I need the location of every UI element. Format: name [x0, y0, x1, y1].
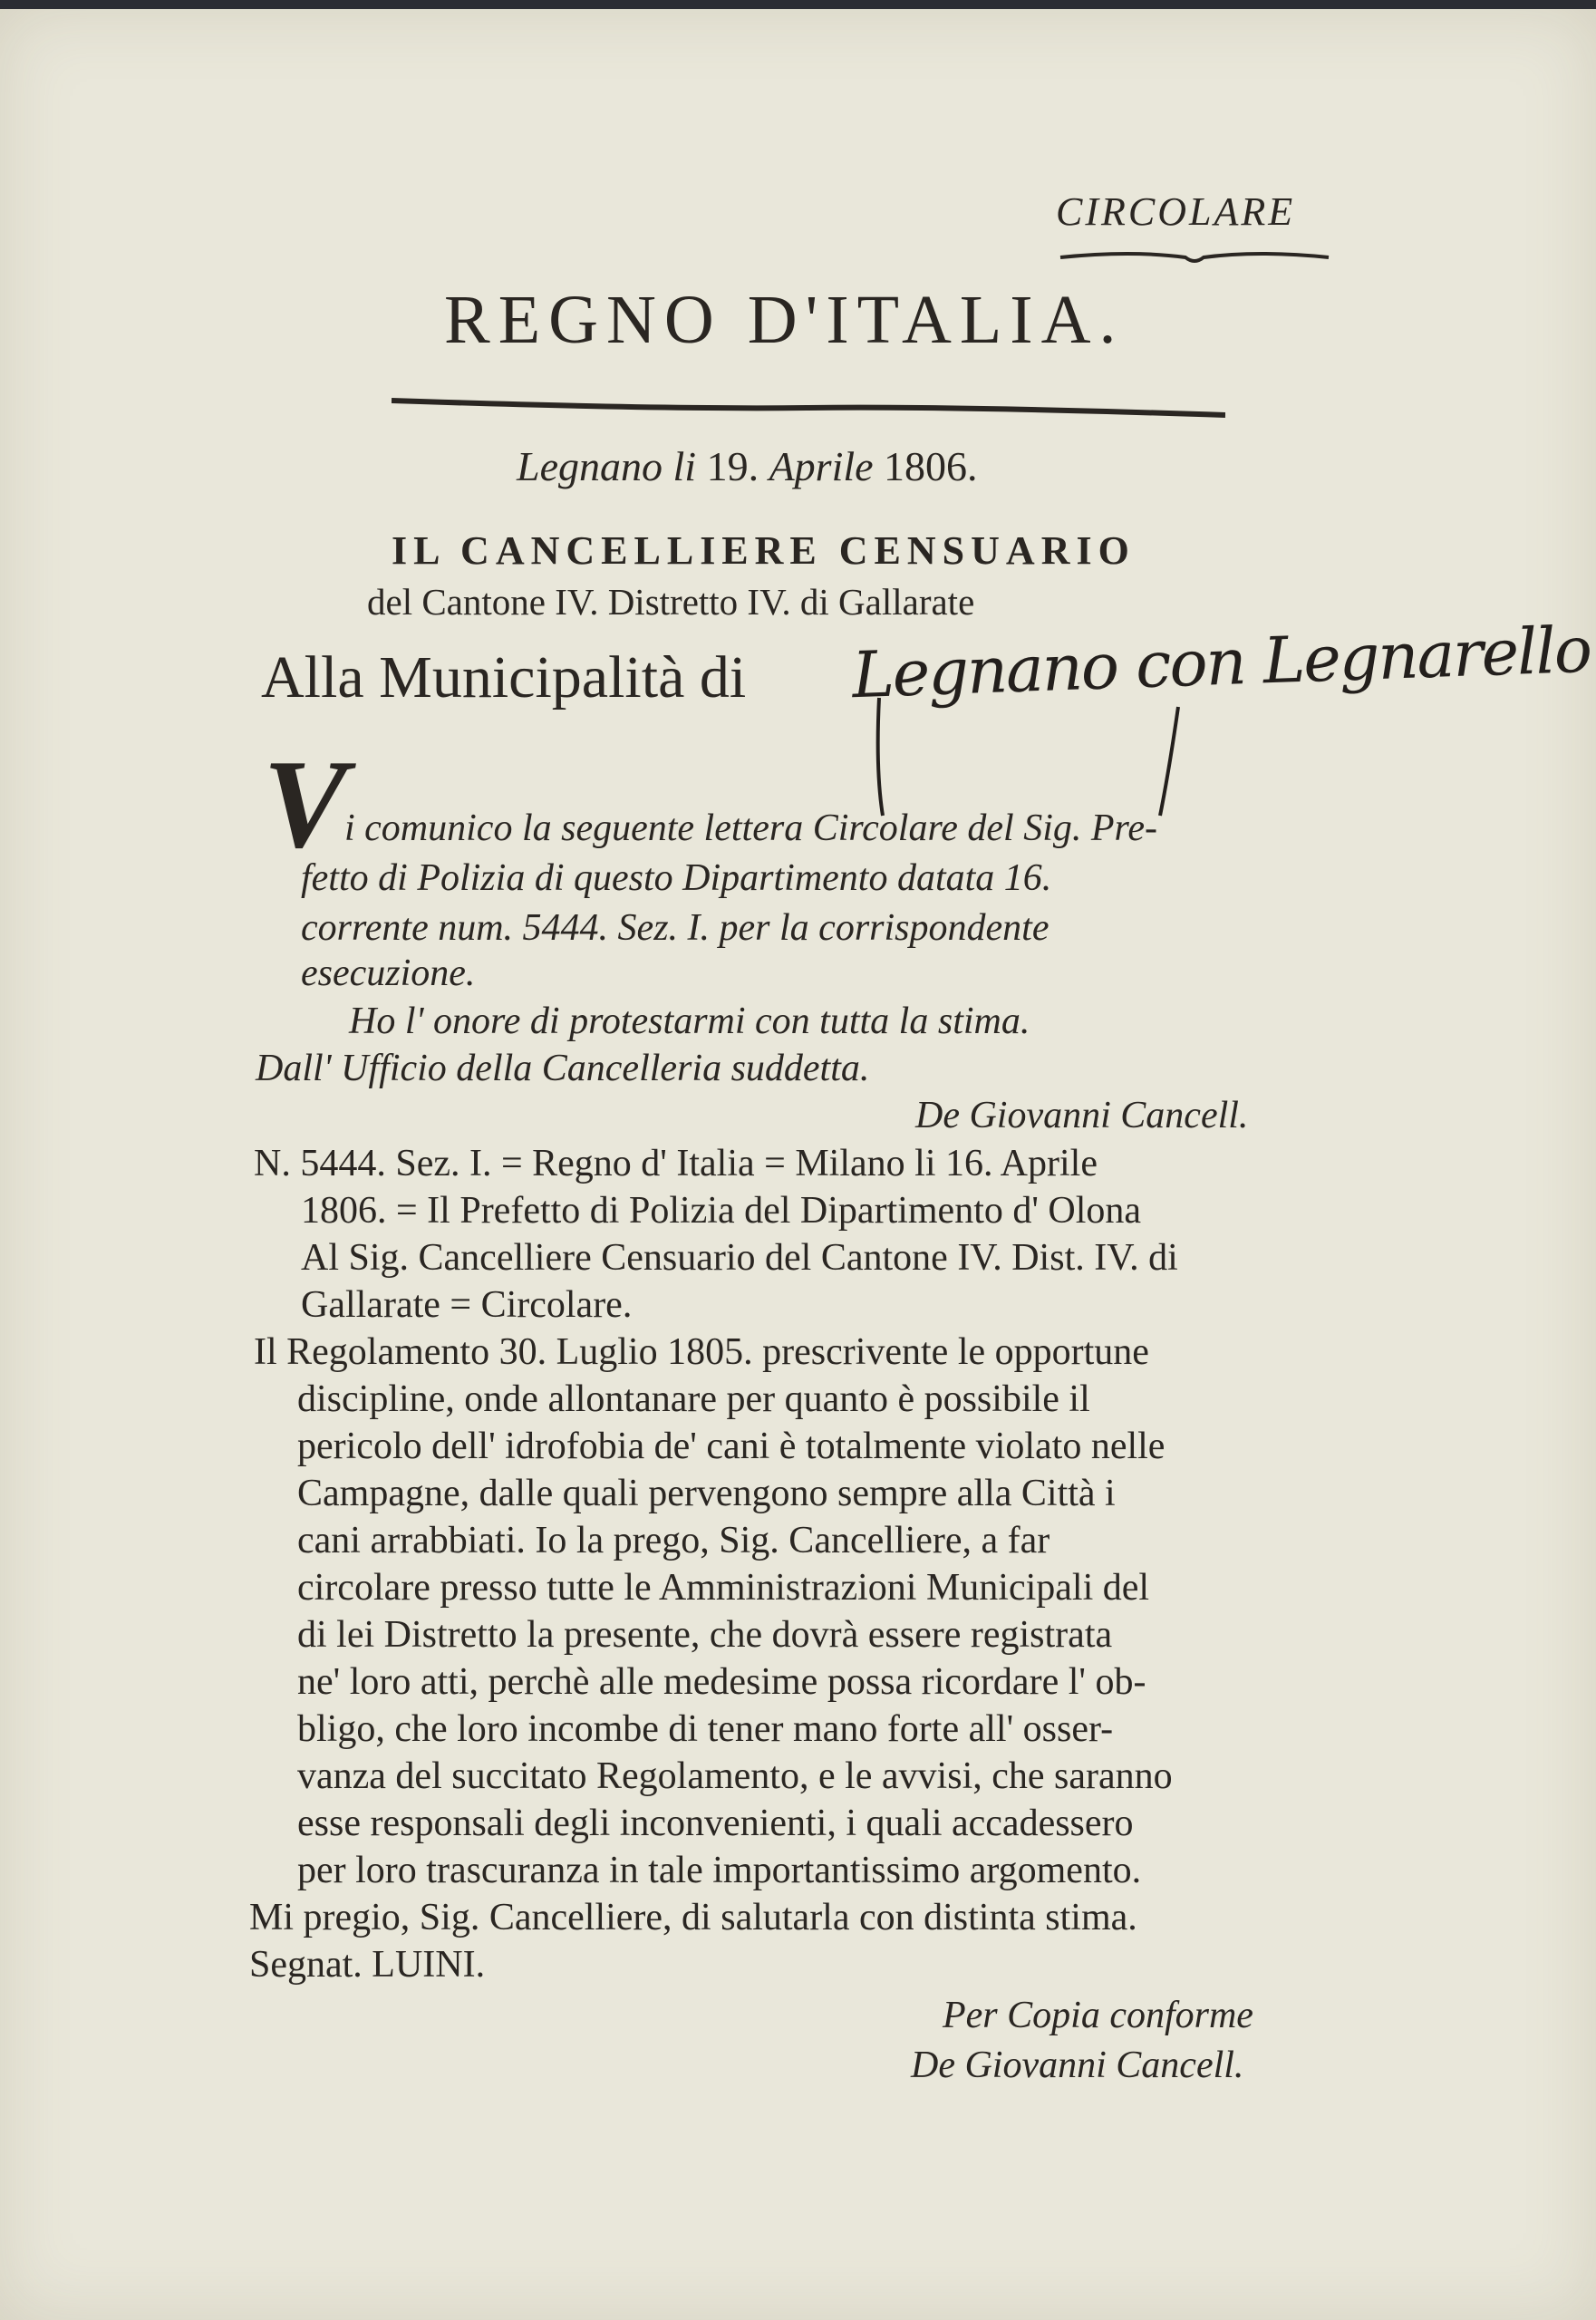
letter-line: i comunico la seguente lettera Circolare del Sig. Pre-: [344, 807, 1157, 849]
circular-line: vanza del succitato Regolamento, e le avvisi, che saranno: [297, 1755, 1173, 1797]
copy-certification: Per Copia conforme: [943, 1995, 1253, 2036]
circular-line: per loro trascuranza in tale importantissimo argomento.: [297, 1850, 1142, 1891]
drop-cap: V: [263, 734, 348, 875]
circular-line: N. 5444. Sez. I. = Regno d' Italia = Milano li 16. Aprile: [254, 1143, 1098, 1184]
letter-signature: De Giovanni Cancell.: [915, 1095, 1249, 1136]
dateline-day: 19.: [706, 443, 759, 489]
document-page: [0, 9, 1596, 2320]
dateline-year: 1806.: [884, 443, 978, 489]
circular-line: cani arrabbiati. Io la prego, Sig. Cancelliere, a far: [297, 1520, 1050, 1561]
circular-line: esse responsali degli inconvenienti, i quali accadessero: [297, 1803, 1134, 1844]
sender-district: del Cantone IV. Distretto IV. di Gallarate: [367, 581, 975, 623]
circular-line: ne' loro atti, perchè alle medesime possa ricordare l' ob-: [297, 1661, 1146, 1703]
circular-line: pericolo dell' idrofobia de' cani è totalmente violato nelle: [297, 1426, 1166, 1467]
circular-signature: Segnat. LUINI.: [249, 1944, 486, 1986]
letter-line: Dall' Ufficio della Cancelleria suddetta.: [256, 1048, 870, 1089]
dateline: [517, 442, 978, 490]
dateline-place: Legnano li: [517, 443, 697, 489]
title-rule: [392, 392, 1225, 422]
addressee-printed: Alla Municipalità di: [261, 644, 747, 710]
circular-line: Campagne, dalle quali pervengono sempre alla Città i: [297, 1473, 1116, 1514]
circular-line: 1806. = Il Prefetto di Polizia del Dipartimento d' Olona: [301, 1190, 1142, 1232]
letter-line: corrente num. 5444. Sez. I. per la corrispondente: [301, 907, 1049, 949]
handwriting-descenders: [870, 662, 1378, 825]
circolare-heading: CIRCOLARE: [1056, 189, 1296, 234]
closing-signature: De Giovanni Cancell.: [911, 2044, 1244, 2086]
circular-line: bligo, che loro incombe di tener mano forte all' osser-: [297, 1708, 1114, 1750]
letter-line: esecuzione.: [301, 952, 476, 994]
circular-line: Gallarate = Circolare.: [301, 1284, 633, 1326]
circular-line: Il Regolamento 30. Luglio 1805. prescrivente le opportune: [254, 1331, 1149, 1373]
circular-line: Al Sig. Cancelliere Censuario del Cantone IV. Dist. IV. di: [301, 1237, 1178, 1279]
circular-line: discipline, onde allontanare per quanto è possibile il: [297, 1378, 1090, 1420]
letter-line: Ho l' onore di protestarmi con tutta la stima.: [349, 1000, 1030, 1042]
page-title: REGNO D'ITALIA.: [444, 282, 1125, 358]
dateline-month: Aprile: [769, 443, 874, 489]
circular-line: circolare presso tutte le Amministrazioni Municipali del: [297, 1567, 1150, 1609]
circolare-flourish: [1059, 246, 1330, 268]
letter-line: fetto di Polizia di questo Dipartimento datata 16.: [301, 857, 1052, 899]
circular-line: Mi pregio, Sig. Cancelliere, di salutarla con distinta stima.: [249, 1897, 1137, 1938]
circular-line: di lei Distretto la presente, che dovrà essere registrata: [297, 1614, 1113, 1656]
addressee-handwritten: Legnano con Legnarello: [850, 612, 1592, 713]
sender-title: IL CANCELLIERE CENSUARIO: [392, 528, 1136, 573]
